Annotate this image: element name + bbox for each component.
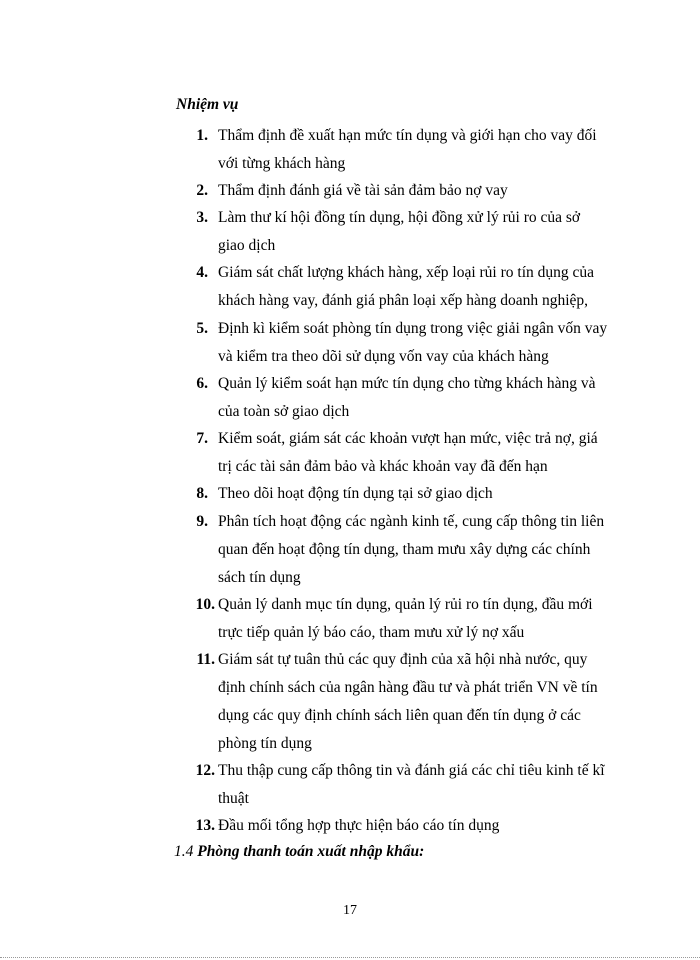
item-line: Theo dõi hoạt động tín dụng tại sở giao dịch: [218, 485, 493, 502]
item-line: Thẩm định đề xuất hạn mức tín dụng và giới hạn cho vay đối: [218, 127, 597, 144]
item-line: khách hàng vay, đánh giá phân loại xếp hàng doanh nghiệp,: [218, 292, 589, 309]
subsection-title: Phòng thanh toán xuất nhập khẩu:: [197, 843, 425, 860]
item-number: 1.: [196, 127, 208, 144]
item-number: 9.: [196, 513, 208, 530]
item-number: 6.: [196, 375, 208, 392]
item-line: dụng các quy định chính sách liên quan đến tín dụng ở các: [218, 707, 581, 724]
item-line: Quản lý kiểm soát hạn mức tín dụng cho từng khách hàng và: [218, 375, 596, 392]
item-line: phòng tín dụng: [218, 735, 312, 752]
item-number: 7.: [196, 430, 208, 447]
item-number: 2.: [196, 182, 208, 199]
item-line: Định kì kiểm soát phòng tín dụng trong việc giải ngân vốn vay: [218, 320, 608, 337]
item-line: Giám sát tự tuân thủ các quy định của xã hội nhà nước, quy: [218, 651, 588, 668]
item-line: định chính sách của ngân hàng đầu tư và phát triển VN về tín: [218, 679, 598, 696]
item-line: Phân tích hoạt động các ngành kinh tế, cung cấp thông tin liên: [218, 513, 605, 530]
item-number: 5.: [196, 320, 208, 337]
item-line: Đầu mối tổng hợp thực hiện báo cáo tín dụng: [218, 817, 500, 834]
item-line: Thẩm định đánh giá về tài sản đảm bảo nợ vay: [218, 182, 508, 199]
item-line: Làm thư kí hội đồng tín dụng, hội đồng xử lý rủi ro của sở: [218, 209, 581, 226]
item-line: Kiểm soát, giám sát các khoản vượt hạn mức, việc trả nợ, giá: [218, 430, 598, 447]
item-number: 12.: [195, 762, 215, 779]
item-number: 3.: [196, 209, 208, 226]
item-line: quan đến hoạt động tín dụng, tham mưu xây dựng các chính: [218, 541, 591, 558]
item-number: 11.: [196, 651, 215, 668]
subsection-number: 1.4: [174, 843, 194, 860]
item-line: thuật: [218, 790, 249, 807]
item-number: 8.: [196, 485, 208, 502]
item-number: 13.: [195, 817, 215, 834]
item-line: Quản lý danh mục tín dụng, quản lý rủi ro tín dụng, đầu mới: [218, 596, 593, 613]
section-heading: Nhiệm vụ: [176, 96, 239, 113]
item-line: Thu thập cung cấp thông tin và đánh giá các chỉ tiêu kinh tế kĩ: [218, 762, 605, 779]
item-line: sách tín dụng: [218, 569, 301, 586]
page-bottom-border: [0, 957, 700, 958]
item-line: Giám sát chất lượng khách hàng, xếp loại rủi ro tín dụng của: [218, 264, 595, 281]
item-line: với từng khách hàng: [218, 155, 346, 172]
item-line: trị các tài sản đảm bảo và khác khoản vay đã đến hạn: [218, 458, 548, 475]
item-line: và kiểm tra theo dõi sử dụng vốn vay của khách hàng: [218, 348, 549, 365]
subsection-heading: [174, 843, 424, 861]
item-number: 10.: [195, 596, 215, 613]
item-line: của toàn sở giao dịch: [218, 403, 350, 420]
item-number: 4.: [196, 264, 208, 281]
item-line: giao dịch: [218, 237, 276, 254]
page-number: 17: [343, 903, 357, 918]
item-line: trực tiếp quản lý báo cáo, tham mưu xử lý nợ xấu: [218, 624, 525, 641]
